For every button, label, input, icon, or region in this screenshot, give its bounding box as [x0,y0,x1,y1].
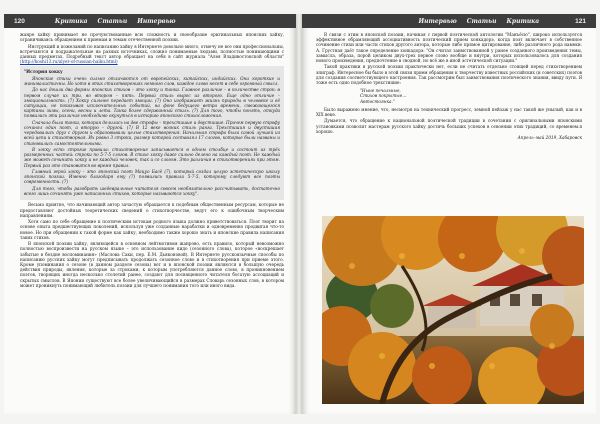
right-page-text [316,32,582,142]
left-page-header [4,14,296,28]
section-label: Интервью [418,17,457,25]
section-label: Критика [506,17,540,25]
quoted-box [20,66,284,200]
section-label: Критика [54,17,88,25]
box-paragraph: Сначала была танка, которая делилась на две строфы – трехстишие и двустишие. Причем первую строфу сочинял один поэт, а вторую – другой. (7) В 12 веке возник стиль ранга. Трехстишия и двустишия чередовались друг с другом и образовывали целые стихотворения. Начальная строфа была самой лучшей из всей цепи и стихотворная. Их ровно 3 строки, размер которой составлял 17 слогов, которые были названы и становились самостоятельными. [24,119,280,146]
article-link[interactable]: (http://hoshi13.ru/alyer-of-russian-haiku.html) [20,59,118,65]
paragraph: В связи с этим в японской поэзии, начиная с первой поэтической антологии "Манъёсю", широко используется эффективное обрамляющий ассоциативность поэтический прием хонкадорэ, когда поэт включает в собственное сочинение стихи или части стихов другого автора, которые либо прямое цитирование, либо различного рода намеки. А. Грустная даёт такое определение хонкадорэ: "Он считал заимствованной у ранее созданного произведения темы, замысла, образа, порой целиком двух-трех первое слово вообще и внутри, которых использовалось для создания нового произведения, предпочтение в сводной, но всё же в иной эстетической ситуации." [316,32,582,64]
box-title: "История хокку [24,69,63,75]
section-label: Статьи [97,17,128,25]
right-page-header [302,14,596,28]
date-place-signature: Апрель–май 2019, Хабаровск [517,135,582,141]
section-label: Интервью [137,17,176,25]
paragraph: жанре хайку принимает не прочувствованные всю сложность и своеобразие оригинальных японских хайку, ограничиваясь обращением к приемам и темам отечественной поэзии. [20,32,284,43]
paragraph: Инструкций и пожеланий по написанию хайку в Интернете довольно много, отмечу не все они профессиональны, встречаются и подражательные на разных источниках, сложно понимаемые людьми, полностью понимающими с данных предметах. Подробный текст автор обращает на себя в сайт журнала "Алея Владивостокской области" (http://hoshi13.ru/alyer-of-russian-haiku.html) [20,43,284,65]
paragraph: Такой практики в русской поэзии практически нет, если не считать отдельно стоящей перед стихотворением эпиграф. Интересное бы было в этой связи прием обращения к творчеству известных российских (и советских) поэтов для создания соответствующего настроения. Так рассмотрим был заимствования поэтического знания, ввиду пути. Я тоже есть одно подобное трехстишие: [316,64,582,86]
page-number: 121 [575,17,586,25]
haiku-poem [360,88,582,104]
section-label: Статьи [466,17,497,25]
autumn-tree-image [322,216,584,404]
box-paragraph: В хокку есть строгие правила: стихотворение записывается в одном столбце и состоит из трёх размеренных частей: строки по 5-7-5 слогов. В стихе хокку даже сильно делено на каждый поэт. Не каждый же может сочинить хокку и не каждый человек, так и со слогом. Это различия в стихотворениях при этом. Первый раз это становится во время правил. [24,147,280,168]
poem-line: Стихов покрытые… [360,93,407,99]
box-paragraph: Для того, чтобы разобрать шедевральные читателя совсем необязательно рассчитывать, достаточно всего лишь сочинять уже написанных стихов, которые называются хокку". [24,185,280,196]
paragraph: Думается, что обращение к национальной поэтической традиции в сочетании с оригинальными японскими установками позволит мастерам русского хайку достичь больших успехов в освоении этих традиций, со временем.я хорошо. [316,118,582,134]
paragraph: Хотя само по себе обращение к поэтическим истокам родного языка должно приветствоваться. Поэт творит на основе опыта предшествующих поколений, используя уже созданные нарабатки и одновременно продвигая что-то новое. Но при обращении к такой форме как хайку, необходимо также хорошо знать и японские правила написания таких стихов. [20,219,284,240]
paragraph: В японской поэзии хайку, являющейся в основном лейтмотивом жанрово, есть правило, который невозможно полностью воспроизвести на русском языке – это использование кидо (сезонного слова), которое «воскрешает забытые в бездне воспоминания» (Маслова Саки, пер. Е.М. Дьяконовой). В Интернете русскоязычные способы по написанию русских хайку могут предписывать продолжать сезонное слово и в стихотворения при приеме этого. Кроме упоминания о сезоне (в данном разделе сезона) вот и в японской поэзии являются в большую очередь действия природы, явления, которые за строками, к которым употребляются данное слово, в проникновением поэтов, творящих иногда несколько столетий ранее, создают для посвященного читателя богатую ассоциаций и скрытых смыслов. В Японии существуют все более увеличивающийся в размерах Словарь сезонных слов, в котором может проникнуть понимающий любитель поэзии для лучшего понимания того или иного вида. [20,241,284,288]
poem-line: "Ныне печальные, [360,88,401,94]
page-number: 120 [14,17,25,25]
box-paragraph: Главный герой хокку – это японский поэт Мацуо Басё (7), который создал целую эстетическую школу японской поэзии. Именно благодаря ему (7) появились правила 5-7-5, которому следуют все поэты современности. (7) [24,169,280,185]
autumn-photo [322,216,584,404]
right-page [302,14,596,414]
left-page [4,14,296,414]
box-paragraph: До нас дошли два формы японских стихов – это хокку и танка. Главное различие – в количестве строк: в первом случае их три, во втором – пять. Первый стиль вырос из второго. Еще одно отличие – эмоциональность. (7) Хокку сильнее передает эмоции. (7) Оно изображает жизнь природы в человеке и её ситуации, не показывая исключительных событий, на фоне бедущего ветра времени, смежающегося картины зимы, осени, весны и лета. Танка более сдержанный стиль. (7) Для того, чтобы понять, откуда появились эти различия необходимо окунуться в историю японского стихосложения. [24,87,280,119]
left-page-text [20,32,284,289]
paragraph: Весьма приятно, что начинающий автор зачастую обращается к подобным общественным ресурсам, которые не предоставляют достойных теоретических сведений о стихотворчестве, ведут его к ошибочным творческим направлениям. [20,202,284,218]
poem-line: Автостоянка." [360,98,395,104]
paragraph: Было выражено мнение, что, несмотря на технический прогресс, земной пейзаж у нас такой же унылый, как и в XIX веке. [316,106,582,118]
box-paragraph: Японские стихи очень сильно отличаются от европейских, китайских, индийских. Они короткие и минималистичны. Но хотя в этих стихотворениях немного слов, каждое слово несет в себе огромный смысл. [24,75,280,86]
